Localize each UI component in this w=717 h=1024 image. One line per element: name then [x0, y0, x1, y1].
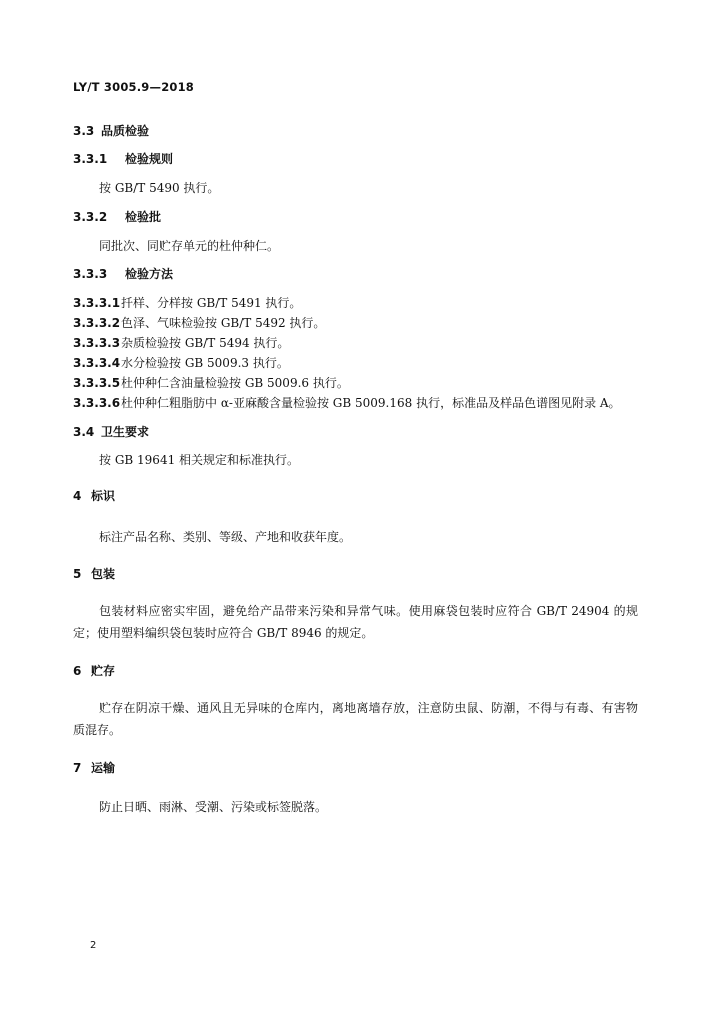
section-4-heading: [73, 488, 115, 504]
method-item: [73, 315, 325, 331]
section-3-3-3-heading: [73, 266, 173, 282]
section-number: 3.3.2: [73, 210, 108, 224]
section-7-body: 防止日晒、雨淋、受潮、污染或标签脱落。: [99, 800, 328, 814]
section-3-3-2-heading: [73, 209, 161, 225]
section-number: 7: [73, 761, 82, 775]
section-3-3-heading: [73, 123, 149, 139]
section-3-3-1-body: 按 GB/T 5490 执行。: [99, 181, 220, 195]
method-item: [73, 395, 621, 411]
section-number: 3.4: [73, 425, 95, 439]
section-number: 3.3.1: [73, 152, 108, 166]
item-text: 杜仲种仁粗脂肪中 α-亚麻酸含量检验按 GB 5009.168 执行，标准品及样品色谱图见附录 A。: [121, 396, 621, 410]
item-number: 3.3.3.1: [73, 296, 121, 310]
section-5-heading: [73, 566, 115, 582]
method-item: [73, 375, 349, 391]
section-number: 6: [73, 664, 82, 678]
item-text: 色泽、气味检验按 GB/T 5492 执行。: [121, 316, 326, 330]
section-title: 贮存: [91, 664, 116, 678]
section-title: 标识: [91, 489, 116, 503]
section-title: 卫生要求: [101, 425, 150, 439]
section-3-4-body: 按 GB 19641 相关规定和标准执行。: [99, 453, 300, 467]
method-item: [73, 335, 289, 351]
document-code-header: LY/T 3005.9—2018: [73, 80, 194, 94]
item-text: 扦样、分样按 GB/T 5491 执行。: [121, 296, 302, 310]
section-title: 检验方法: [125, 267, 174, 281]
item-text: 杜仲种仁含油量检验按 GB 5009.6 执行。: [121, 376, 349, 390]
item-text: 水分检验按 GB 5009.3 执行。: [121, 356, 289, 370]
section-title: 检验批: [125, 210, 162, 224]
section-6-body: 贮存在阴凉干燥、通风且无异味的仓库内，离地离墙存放，注意防虫鼠、防潮，不得与有毒、有害物质混存。: [73, 701, 638, 737]
item-number: 3.3.3.3: [73, 336, 121, 350]
section-4-body: 标注产品名称、类别、等级、产地和收获年度。: [99, 530, 352, 544]
method-item: [73, 295, 301, 311]
item-number: 3.3.3.5: [73, 376, 121, 390]
section-3-4-heading: [73, 424, 149, 440]
page-number: 2: [90, 940, 97, 951]
section-number: 5: [73, 567, 82, 581]
section-number: 4: [73, 489, 82, 503]
section-title: 检验规则: [125, 152, 174, 166]
section-5-body: 包装材料应密实牢固，避免给产品带来污染和异常气味。使用麻袋包装时应符合 GB/T 24904 的规定；使用塑料编织袋包装时应符合 GB/T 8946 的规定。: [73, 604, 638, 640]
section-7-heading: [73, 760, 115, 776]
method-item: [73, 355, 289, 371]
section-title: 品质检验: [101, 124, 150, 138]
section-3-3-1-heading: [73, 151, 173, 167]
section-number: 3.3: [73, 124, 95, 138]
section-title: 包装: [91, 567, 116, 581]
item-number: 3.3.3.2: [73, 316, 121, 330]
section-title: 运输: [91, 761, 116, 775]
item-number: 3.3.3.4: [73, 356, 121, 370]
item-text: 杂质检验按 GB/T 5494 执行。: [121, 336, 290, 350]
section-number: 3.3.3: [73, 267, 108, 281]
section-6-heading: [73, 663, 115, 679]
section-3-3-2-body: 同批次、同贮存单元的杜仲种仁。: [99, 239, 280, 253]
item-number: 3.3.3.6: [73, 396, 121, 410]
